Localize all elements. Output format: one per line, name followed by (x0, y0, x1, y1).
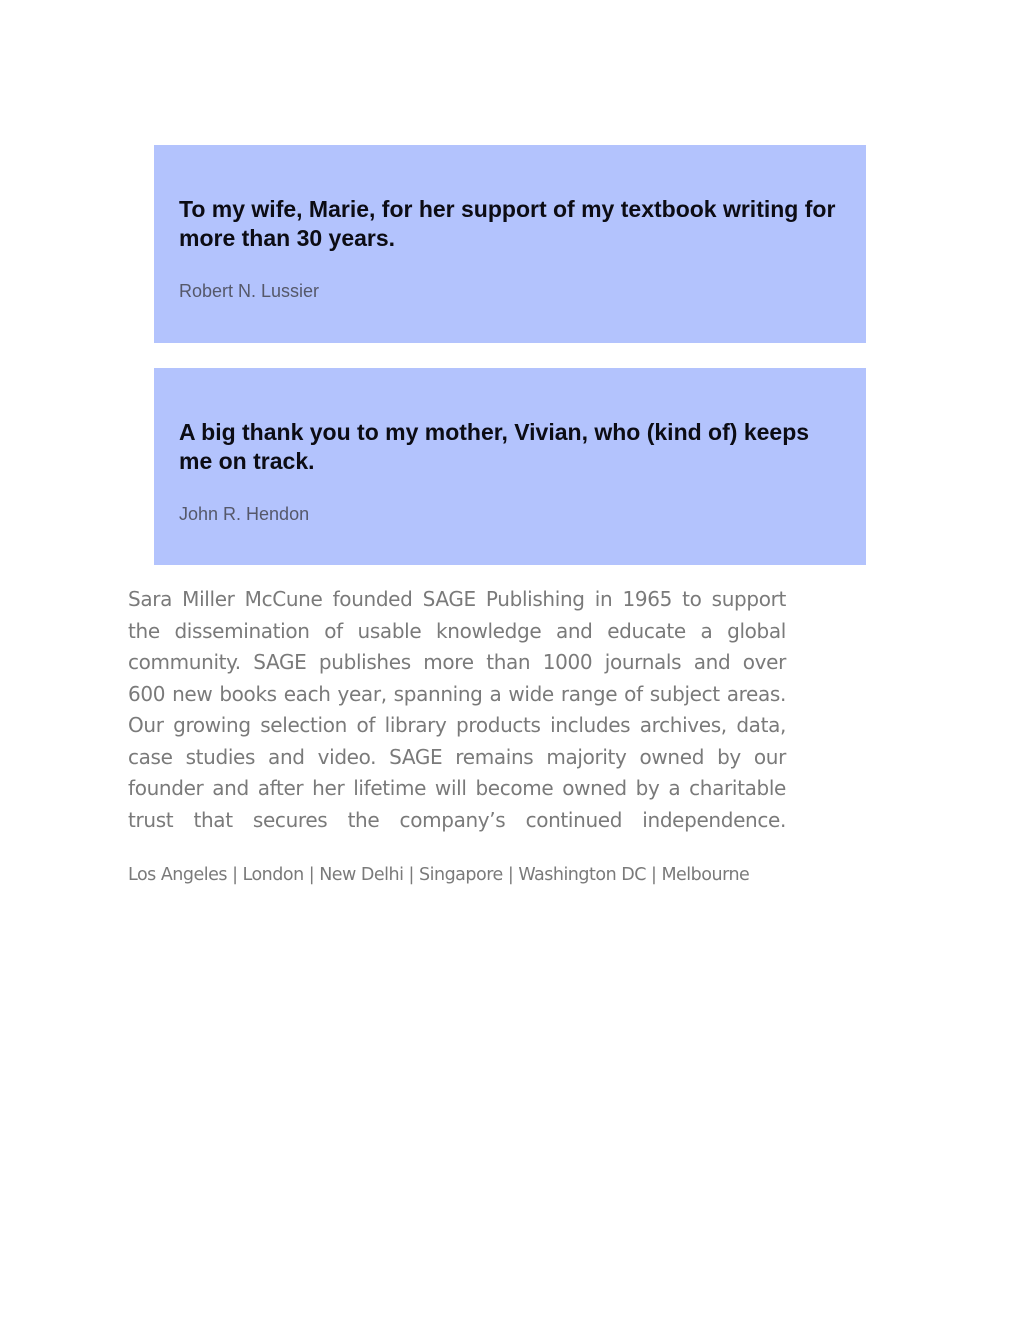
publisher-about-line: community. SAGE publishes more than 1000 journals and over (128, 650, 786, 674)
publisher-locations: Los Angeles | London | New Delhi | Singapore | Washington DC | Melbourne (128, 865, 750, 885)
dedication-author: Robert N. Lussier (179, 281, 320, 301)
dedication-box-2 (154, 368, 866, 565)
publisher-about-line: the dissemination of usable knowledge and educate a global (128, 618, 786, 643)
publisher-about-line: Our growing selection of library products includes archives, data, (128, 713, 786, 737)
publisher-about-line: founder and after her lifetime will become owned by a charitable (128, 776, 786, 800)
publisher-about-line: Sara Miller McCune founded SAGE Publishing in 1965 to support (128, 587, 786, 611)
dedication-text: A big thank you to my mother, Vivian, who (kind of) keeps me on track. (179, 419, 810, 474)
dedication-box-1 (154, 145, 866, 343)
dedication-author: John R. Hendon (179, 504, 310, 524)
publisher-about-line: case studies and video. SAGE remains majority owned by our (128, 744, 786, 769)
publisher-about-paragraph (128, 584, 786, 836)
publisher-about-line: 600 new books each year, spanning a wide range of subject areas. (128, 681, 786, 706)
dedication-text: To my wife, Marie, for her support of my textbook writing for more than 30 years. (179, 196, 836, 251)
publisher-about-line: trust that secures the company’s continued independence. (128, 807, 786, 832)
